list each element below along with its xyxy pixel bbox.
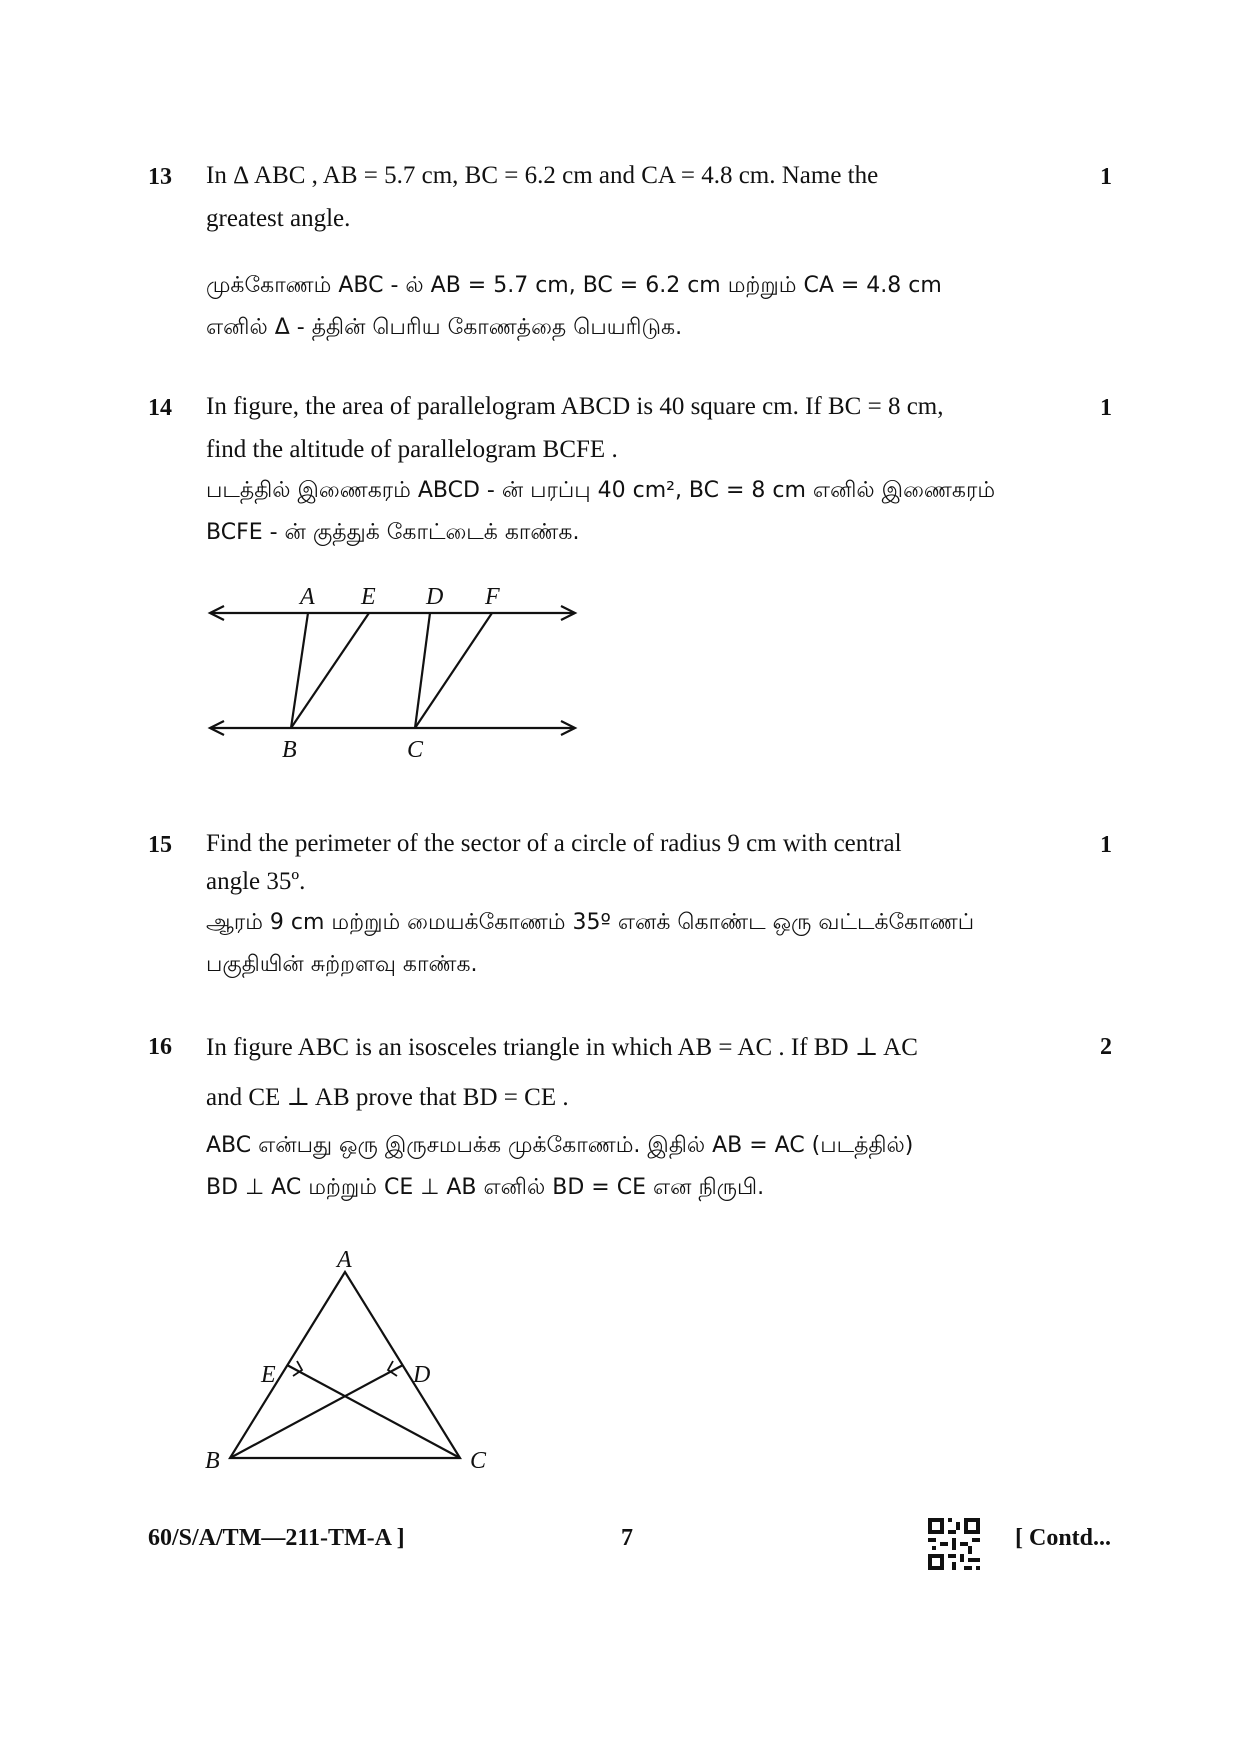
- question-text-ta-2: BD ⊥ AC மற்றும் CE ⊥ AB எனில் BD = CE என நிருபி.: [206, 1175, 765, 1200]
- question-text-ta-1: படத்தில் இணைகரம் ABCD - ன் பரப்பு 40 cm², BC = 8 cm எனில் இணைகரம்: [206, 478, 996, 503]
- altitude-bd: [230, 1365, 403, 1458]
- question-number: 14: [148, 395, 172, 421]
- label-b: B: [205, 1448, 220, 1474]
- question-number: 16: [148, 1034, 172, 1060]
- question-number: 13: [148, 164, 172, 190]
- segment-fc: [415, 613, 492, 728]
- question-text-en-1: In figure ABC is an isosceles triangle in which AB = AC . If BD ⊥ AC: [206, 1034, 918, 1061]
- question-text-ta-2: BCFE - ன் குத்துக் கோட்டைக் காண்க.: [206, 520, 580, 545]
- segment-eb: [291, 613, 369, 728]
- page-number: 7: [621, 1525, 633, 1551]
- question-text-en-2: greatest angle.: [206, 205, 351, 232]
- question-text-ta-1: ABC என்பது ஒரு இருசமபக்க முக்கோணம். இதில் AB = AC (படத்தில்): [206, 1133, 914, 1158]
- question-marks: 1: [1100, 832, 1112, 858]
- question-text-ta-1: ஆரம் 9 cm மற்றும் மையக்கோணம் 35º எனக் கொண்ட ஒரு வட்டக்கோணப்: [206, 910, 975, 935]
- question-number: 15: [148, 832, 172, 858]
- label-c: C: [407, 737, 424, 763]
- question-text-ta-2: பகுதியின் சுற்றளவு காண்க.: [206, 952, 478, 977]
- label-a: A: [300, 584, 315, 610]
- triangle-figure: [195, 1250, 505, 1475]
- question-text-en-1: In figure, the area of parallelogram ABCD is 40 square cm. If BC = 8 cm,: [206, 393, 944, 420]
- question-marks: 2: [1100, 1034, 1112, 1060]
- question-marks: 1: [1100, 395, 1112, 421]
- question-text-en-2: find the altitude of parallelogram BCFE .: [206, 436, 618, 463]
- question-marks: 1: [1100, 164, 1112, 190]
- question-text-ta-1: முக்கோணம் ABC - ல் AB = 5.7 cm, BC = 6.2 cm மற்றும் CA = 4.8 cm: [206, 273, 942, 298]
- segment-ab: [291, 613, 308, 728]
- label-d: D: [426, 584, 444, 610]
- question-text-en-2: angle 35º.: [206, 868, 306, 895]
- qr-code-icon: [928, 1518, 980, 1570]
- label-e: E: [261, 1362, 276, 1388]
- contd-label: [ Contd...: [1015, 1525, 1112, 1551]
- label-f: F: [485, 584, 500, 610]
- label-e: E: [361, 584, 376, 610]
- label-a: A: [337, 1250, 352, 1273]
- altitude-ce: [287, 1365, 460, 1458]
- question-text-ta-2: எனில் Δ - த்தின் பெரிய கோணத்தை பெயரிடுக.: [206, 315, 683, 340]
- question-text-en-1: In Δ ABC , AB = 5.7 cm, BC = 6.2 cm and CA = 4.8 cm. Name the: [206, 162, 879, 189]
- paper-code: 60/S/A/TM—211-TM-A ]: [148, 1525, 405, 1551]
- question-text-en-1: Find the perimeter of the sector of a circle of radius 9 cm with central: [206, 830, 902, 857]
- parallelogram-figure: [200, 580, 590, 770]
- label-b: B: [282, 737, 297, 763]
- label-d: D: [413, 1362, 431, 1388]
- label-c: C: [470, 1448, 487, 1474]
- question-text-en-2: and CE ⊥ AB prove that BD = CE .: [206, 1084, 569, 1111]
